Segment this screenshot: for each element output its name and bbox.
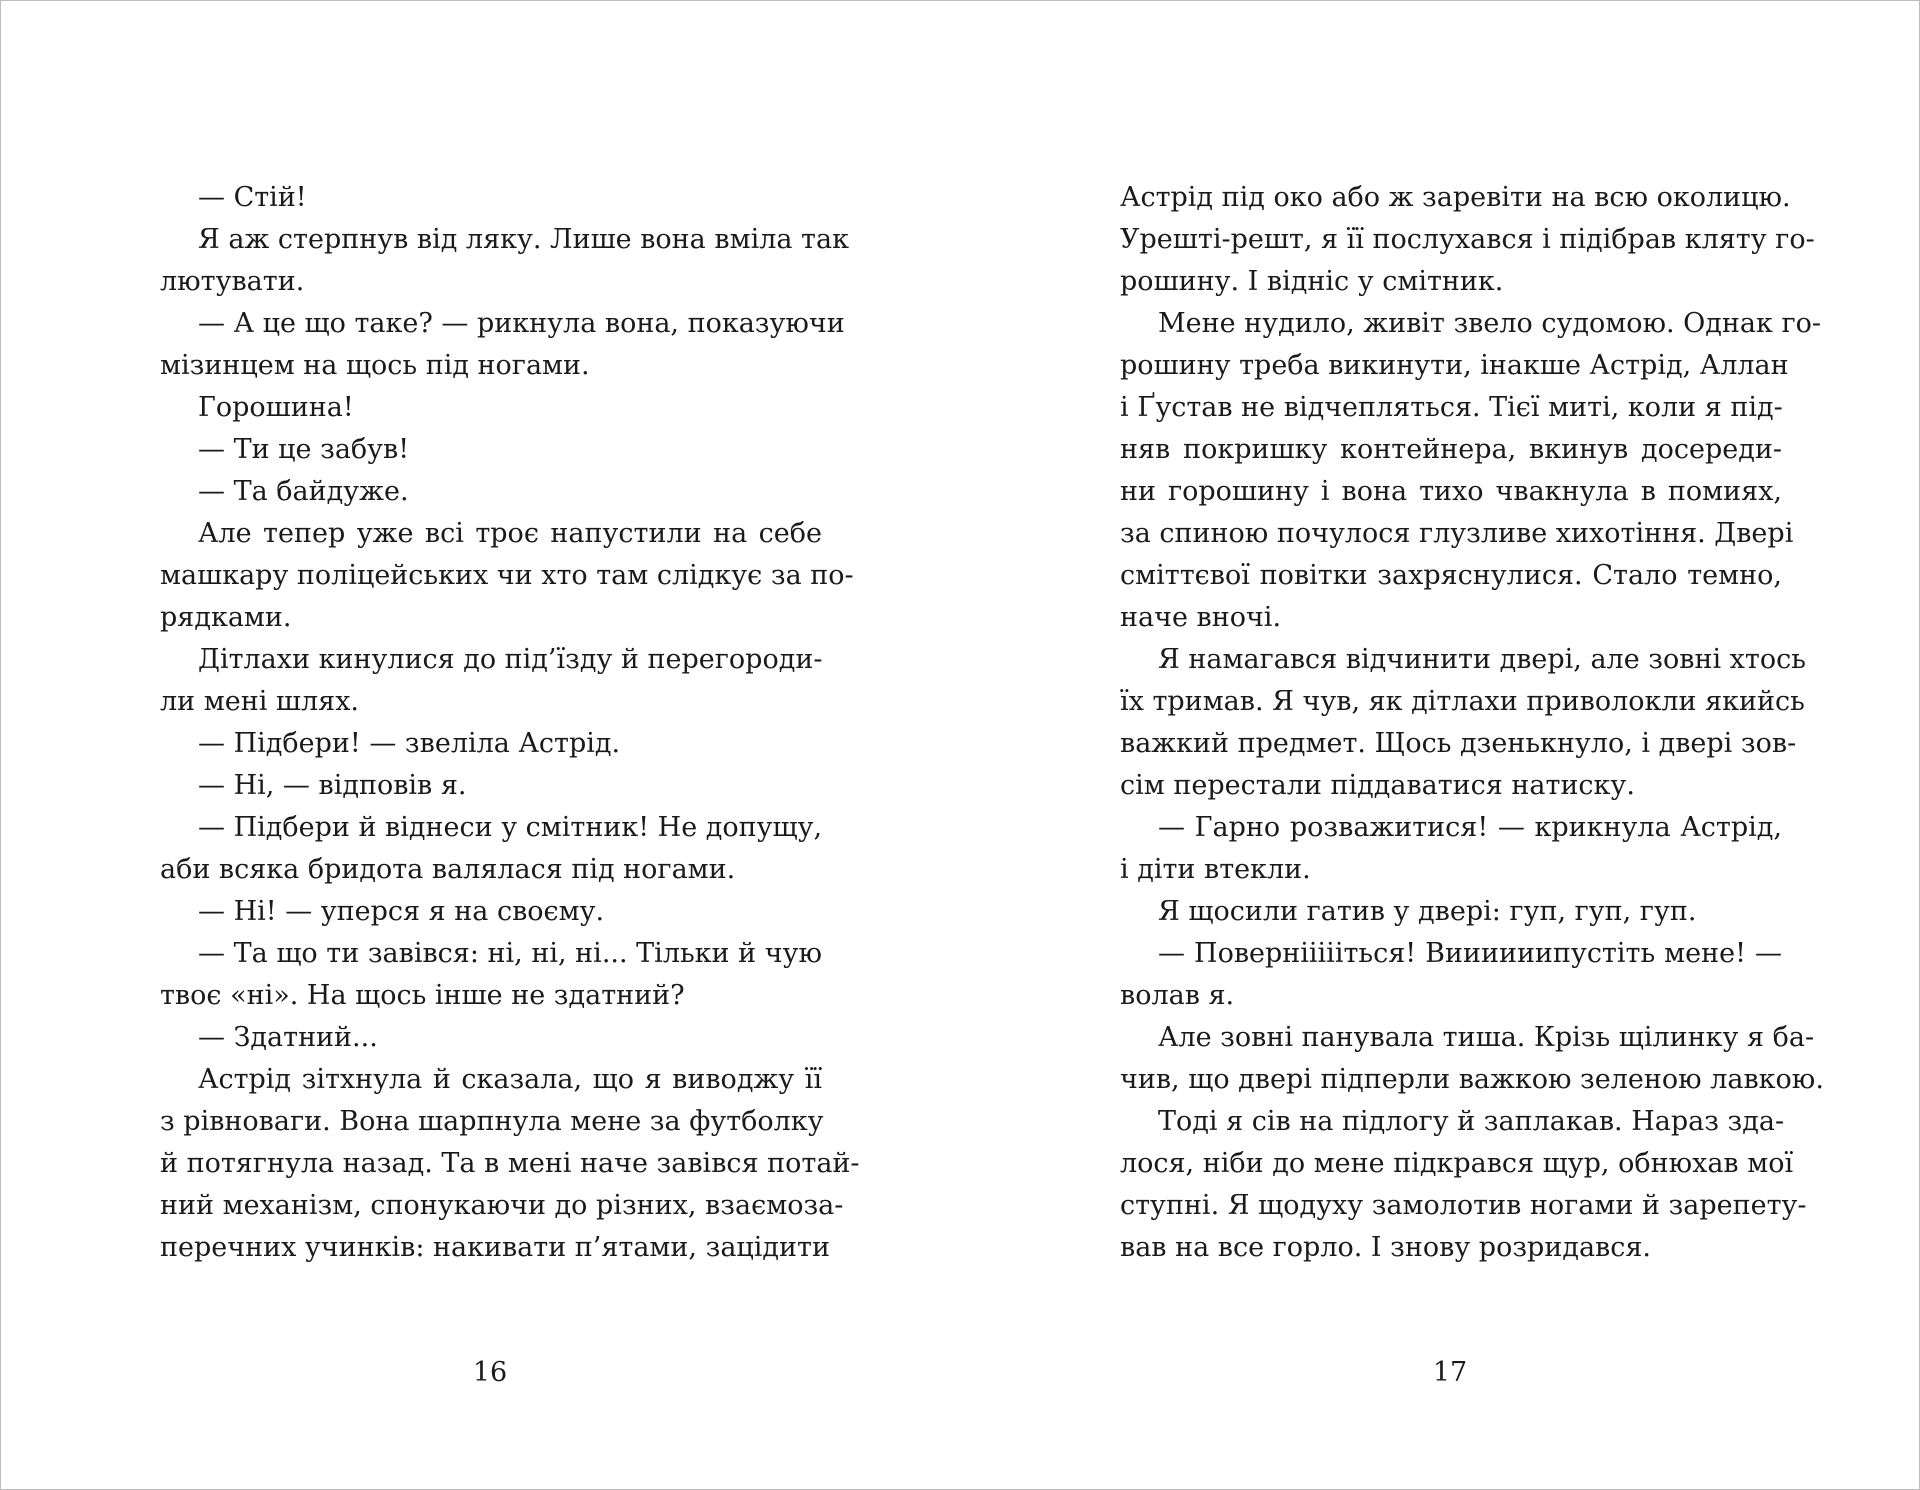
text-line: перечних учинків: накивати п’ятами, зацідити <box>160 1232 830 1263</box>
text-line: чив, що двері підперли важкою зеленою лавкою. <box>1120 1064 1824 1095</box>
text-line: Але зовні панувала тиша. Крізь щілинку я ба- <box>1158 1022 1815 1053</box>
text-line: важкий предмет. Щось дзенькнуло, і двері зов- <box>1120 728 1797 759</box>
text-line: ни горошину і вона тихо чвакнула в помиях, <box>1120 476 1782 507</box>
text-line: й потягнула назад. Та в мені наче завівся потай- <box>160 1148 860 1179</box>
text-line: Я аж стерпнув від ляку. Лише вона вміла так <box>198 224 849 255</box>
text-line: з рівноваги. Вона шарпнула мене за футболку <box>160 1106 824 1137</box>
left-page-text <box>160 177 860 1269</box>
text-line: — Здатний... <box>198 1022 378 1053</box>
text-line: твоє «ні». На щось інше не здатний? <box>160 980 685 1011</box>
text-line: за спиною почулося глузливе хихотіння. Двері <box>1120 518 1794 549</box>
text-line: аби всяка бридота валялася під ногами. <box>160 854 736 885</box>
text-line: вав на все горло. І знову розридався. <box>1120 1232 1651 1263</box>
text-line: — Гарно розважитися! — крикнула Астрід, <box>1158 812 1782 843</box>
text-line: і діти втекли. <box>1120 854 1311 885</box>
text-line: і Ґустав не відчепляться. Тієї миті, коли я під- <box>1120 392 1783 423</box>
text-line: Астрід під око або ж заревіти на всю околицю. <box>1120 182 1791 213</box>
text-line: сім перестали піддаватися натиску. <box>1120 770 1635 801</box>
right-page-text <box>1120 177 1824 1269</box>
text-line: рядками. <box>160 602 292 633</box>
text-line: Мене нудило, живіт звело судомою. Однак го- <box>1158 308 1821 339</box>
text-line: Але тепер уже всі троє напустили на себе <box>198 518 822 549</box>
left-page-number: 16 <box>472 1357 508 1388</box>
text-line: сміттєвої повітки захряснулися. Стало темно, <box>1120 560 1782 591</box>
text-line: Горошина! <box>198 392 354 423</box>
text-line: — Та байдуже. <box>198 476 409 507</box>
text-line: Урешті-решт, я її послухався і підібрав кляту го- <box>1120 224 1815 255</box>
text-line: Астрід зітхнула й сказала, що я виводжу її <box>198 1064 822 1095</box>
text-line: — Поверніііііться! Виииииипустіть мене! — <box>1158 938 1782 969</box>
text-line: ступні. Я щодуху замолотив ногами й зарепету- <box>1120 1190 1807 1221</box>
text-line: — Ні! — уперся я на своєму. <box>198 896 605 927</box>
text-line: наче вночі. <box>1120 602 1282 633</box>
text-line: волав я. <box>1120 980 1235 1011</box>
text-line: Дітлахи кинулися до під’їзду й перегороди- <box>198 644 823 675</box>
text-line: — А це що таке? — рикнула вона, показуючи <box>198 308 845 339</box>
text-line: — Підбери й віднеси у смітник! Не допущу, <box>198 812 823 843</box>
text-line: лося, ніби до мене підкрався щур, обнюхав мої <box>1120 1148 1794 1179</box>
text-line: — Стій! <box>198 182 307 213</box>
text-line: рошину. І відніс у смітник. <box>1120 266 1504 297</box>
text-line: рошину треба викинути, інакше Астрід, Аллан <box>1120 350 1789 381</box>
right-page-number: 17 <box>1432 1357 1468 1388</box>
text-line: — Ти це забув! <box>198 434 410 465</box>
text-line: — Ні, — відповів я. <box>198 770 467 801</box>
text-line: їх тримав. Я чув, як дітлахи приволокли якийсь <box>1120 686 1805 717</box>
text-line: ли мені шлях. <box>160 686 360 717</box>
text-line: машкару поліцейських чи хто там слідкує за по- <box>160 560 854 591</box>
text-line: Тоді я сів на підлогу й заплакав. Нараз зда- <box>1158 1106 1785 1137</box>
text-line: ний механізм, спонукаючи до різних, взаємоза- <box>160 1190 844 1221</box>
text-line: Я щосили гатив у двері: гуп, гуп, гуп. <box>1158 896 1697 927</box>
text-line: Я намагався відчинити двері, але зовні хтось <box>1158 644 1806 675</box>
text-line: мізинцем на щось під ногами. <box>160 350 590 381</box>
text-line: — Та що ти завівся: ні, ні, ні... Тільки й чую <box>198 938 822 969</box>
text-line: няв покришку контейнера, вкинув досереди- <box>1120 434 1782 465</box>
text-line: лютувати. <box>160 266 305 297</box>
text-line: — Підбери! — звеліла Астрід. <box>198 728 621 759</box>
